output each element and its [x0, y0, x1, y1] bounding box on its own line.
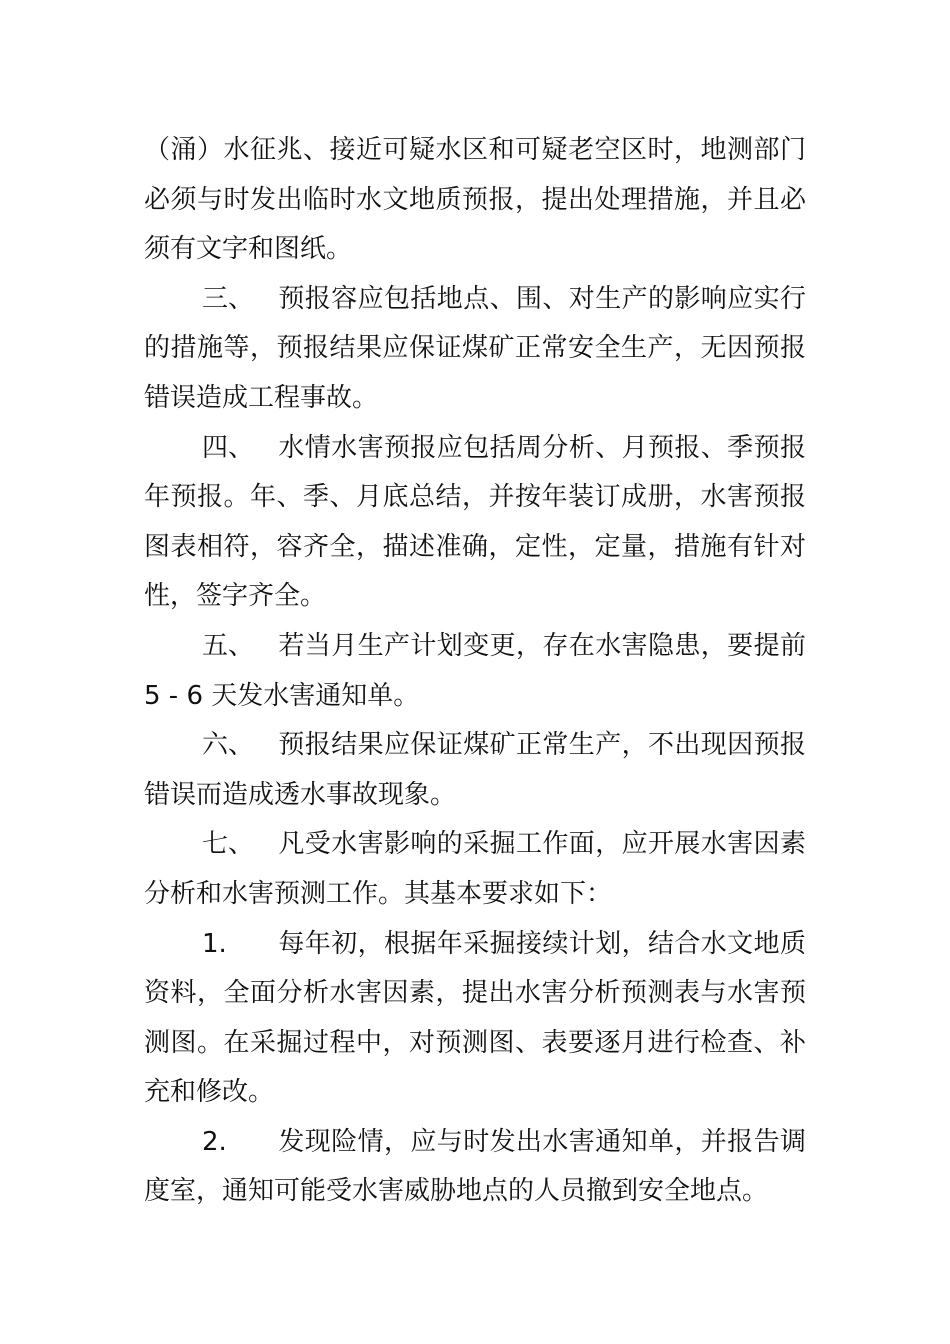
text-line: 水情水害预报应包括周分析、月预报、季预报: [278, 432, 806, 463]
item-number: 七、: [202, 829, 255, 860]
text-line: 充和修改。: [144, 1077, 275, 1108]
text-line: 错误而造成透水事故现象。: [144, 779, 457, 810]
numbered-item-first-line: [144, 1118, 806, 1168]
item-number: 六、: [202, 730, 255, 761]
item-number: 四、: [202, 432, 255, 463]
text-line: 发现险情，应与时发出水害通知单，并报告调: [278, 1126, 806, 1157]
text-line: 分析和水害预测工作。其基本要求如下：: [144, 878, 613, 909]
text-line: 若当月生产计划变更，存在水害隐患，要提前: [278, 630, 806, 661]
text-line: 每年初，根据年采掘接续计划，结合水文地质: [278, 928, 806, 959]
numbered-item-first-line: [144, 721, 806, 771]
text-line: 图表相符，容齐全，描述准确，定性，定量，措施有针对: [144, 531, 806, 562]
document-body: [144, 126, 806, 1217]
text-line: 的措施等，预报结果应保证煤矿正常安全生产，无因预报: [144, 333, 806, 364]
text-line: 测图。在采掘过程中，对预测图、表要逐月进行检查、补: [144, 1027, 806, 1058]
text-line: 凡受水害影响的采掘工作面，应开展水害因素: [278, 829, 806, 860]
numbered-item-first-line: [144, 622, 806, 672]
text-line: 预报容应包括地点、围、对生产的影响应实行: [278, 283, 806, 314]
text-line: 度室，通知可能受水害威胁地点的人员撤到安全地点。: [144, 1176, 769, 1207]
text-line: 年预报。年、季、月底总结，并按年装订成册，水害预报: [144, 482, 806, 513]
item-number: 三、: [202, 283, 255, 314]
item-number: 五、: [202, 630, 255, 661]
text-line: 5 - 6 天发水害通知单。: [144, 680, 420, 711]
text-line: 必须与时发出临时水文地质预报，提出处理措施，并且必: [144, 184, 806, 215]
item-number: 2.: [202, 1126, 227, 1157]
text-line: 错误造成工程事故。: [144, 382, 379, 413]
text-line: 须有文字和图纸。: [144, 234, 353, 265]
text-line: （涌）水征兆、接近可疑水区和可疑老空区时，地测部门: [144, 135, 806, 165]
numbered-item-first-line: [144, 275, 806, 325]
item-number: 1.: [202, 928, 227, 959]
numbered-item-first-line: [144, 424, 806, 474]
numbered-item-first-line: [144, 820, 806, 870]
text-line: 性，签字齐全。: [144, 581, 327, 612]
numbered-item-first-line: [144, 920, 806, 970]
text-line: 预报结果应保证煤矿正常生产，不出现因预报: [278, 730, 806, 761]
text-line: 资料，全面分析水害因素，提出水害分析预测表与水害预: [144, 978, 806, 1009]
